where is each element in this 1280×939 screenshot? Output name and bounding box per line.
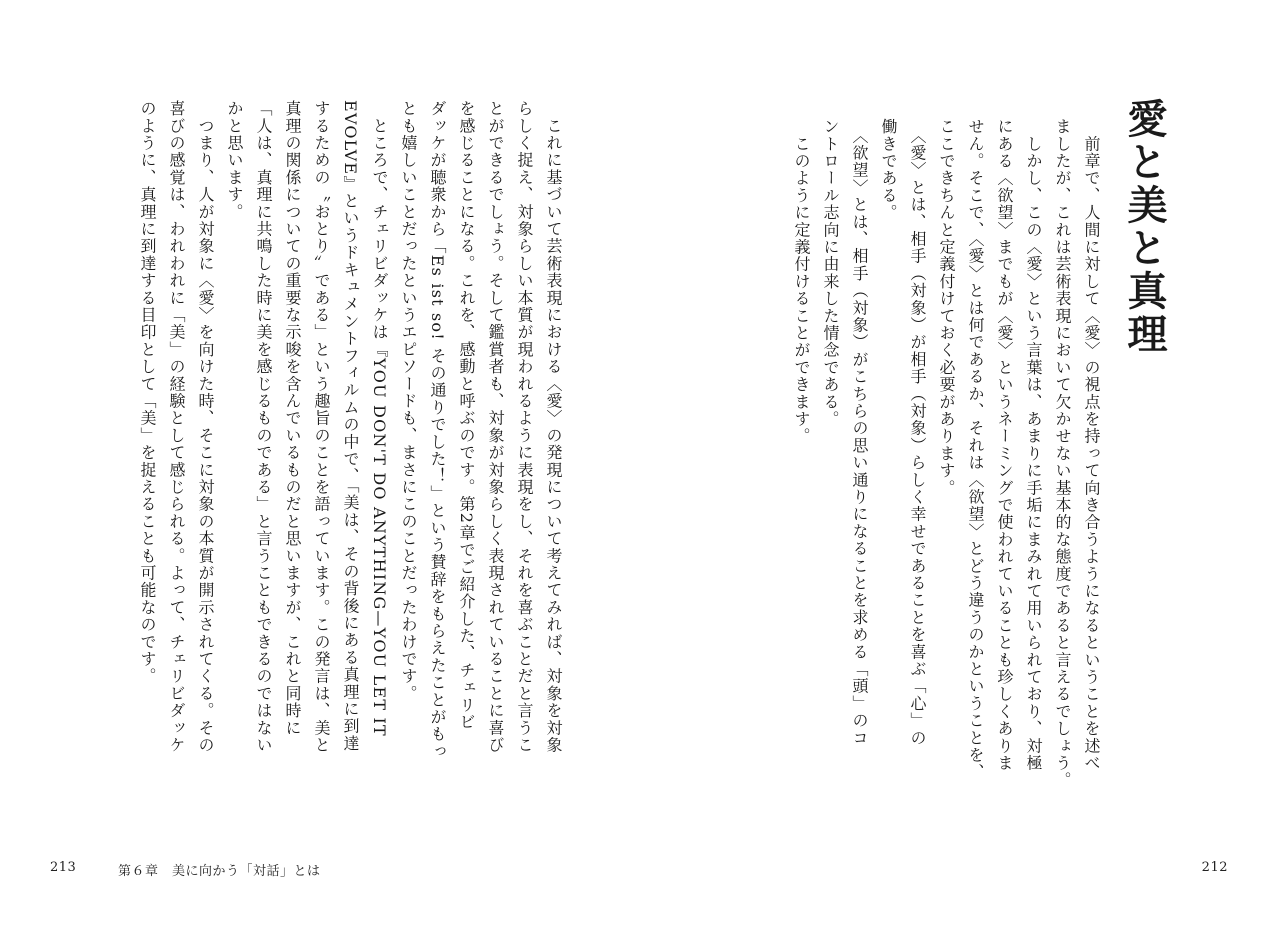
body-line: これに基づいて芸術表現における〈愛〉の発現について考えてみれば、対象を対象 [544, 100, 563, 754]
body-line: 働きである。 [879, 118, 898, 222]
body-line: このように定義付けることができます。 [792, 118, 811, 445]
body-line: 〈欲望〉とは、相手（対象）がこちらの思い通りになることを求める「頭」のコ [850, 118, 869, 747]
body-line: のように、真理に到達する目印として「美」を捉えることも可能なのです。 [138, 100, 157, 685]
body-line: ントロール志向に由来した情念である。 [821, 118, 840, 428]
body-line: EVOLVE』というドキュメントフィルムの中で、「美は、その背後にある真理に到達 [341, 100, 360, 753]
body-line: 前章で、人間に対して〈愛〉の視点を持って向き合うようになるということを述べ [1082, 118, 1101, 772]
running-head: 第６章 美に向かう「対話」とは [118, 864, 321, 879]
body-line: ましたが、これは芸術表現において欠かせない基本的な態度であると言えるでしょう。 [1053, 118, 1072, 789]
left-page-number: 213 [50, 860, 77, 875]
body-line: ダッケが聴衆から「Es ist so! その通りでした！」という賛辞をもらえたことがもっ [428, 100, 447, 760]
body-line: とができるでしょう。そして鑑賞者も、対象が対象らしく表現されていることに喜び [486, 100, 505, 754]
body-line: ところで、チェリビダッケは『YOU DON'T DO ANYTHING—YOU LET IT [370, 100, 389, 737]
right-page-number: 212 [1201, 860, 1228, 875]
body-line: 〈愛〉とは、相手（対象）が相手（対象）らしく幸せであることを喜ぶ「心」の [908, 118, 927, 747]
body-line: にある〈欲望〉までもが〈愛〉というネーミングで使われていることも珍しくありま [995, 118, 1014, 772]
body-line: とも嬉しいことだったというエピソードも、まさにこのことだったわけです。 [399, 100, 418, 702]
body-line: つまり、人が対象に〈愛〉を向けた時、そこに対象の本質が開示されてくる。その [196, 100, 215, 754]
body-line: 真理の関係についての重要な示唆を含んでいるものだと思いますが、これと同時に [283, 100, 302, 737]
right-page-body [787, 118, 1106, 789]
body-line: せん。そこで、〈愛〉とは何であるか、それは〈欲望〉とどう違うのかということを、 [966, 118, 985, 781]
section-title: 愛と美と真理 [1121, 98, 1168, 356]
body-line: らしく捉え、対象らしい本質が現われるように表現をし、それを喜ぶことだと言うこ [515, 100, 534, 754]
body-line: するための〝おとり〟である」という趣旨のことを語っています。この発言は、美と [312, 100, 331, 754]
body-line: 喜びの感覚は、われわれに「美」の経験として感じられる。よって、チェリビダッケ [167, 100, 186, 754]
body-line: かと思います。 [225, 100, 244, 221]
body-line: 「人は、真理に共鳴した時に美を感じるものである」と言うこともできるのではない [254, 100, 273, 754]
left-page-body [133, 100, 568, 760]
body-line: しかし、この〈愛〉という言葉は、あまりに手垢にまみれて用いられており、対極 [1024, 118, 1043, 772]
body-line: を感じることになる。これを、感動と呼ぶのです。第2章でご紹介した、チェリビ [457, 100, 476, 731]
body-line: ここできちんと定義付けておく必要があります。 [937, 118, 956, 497]
